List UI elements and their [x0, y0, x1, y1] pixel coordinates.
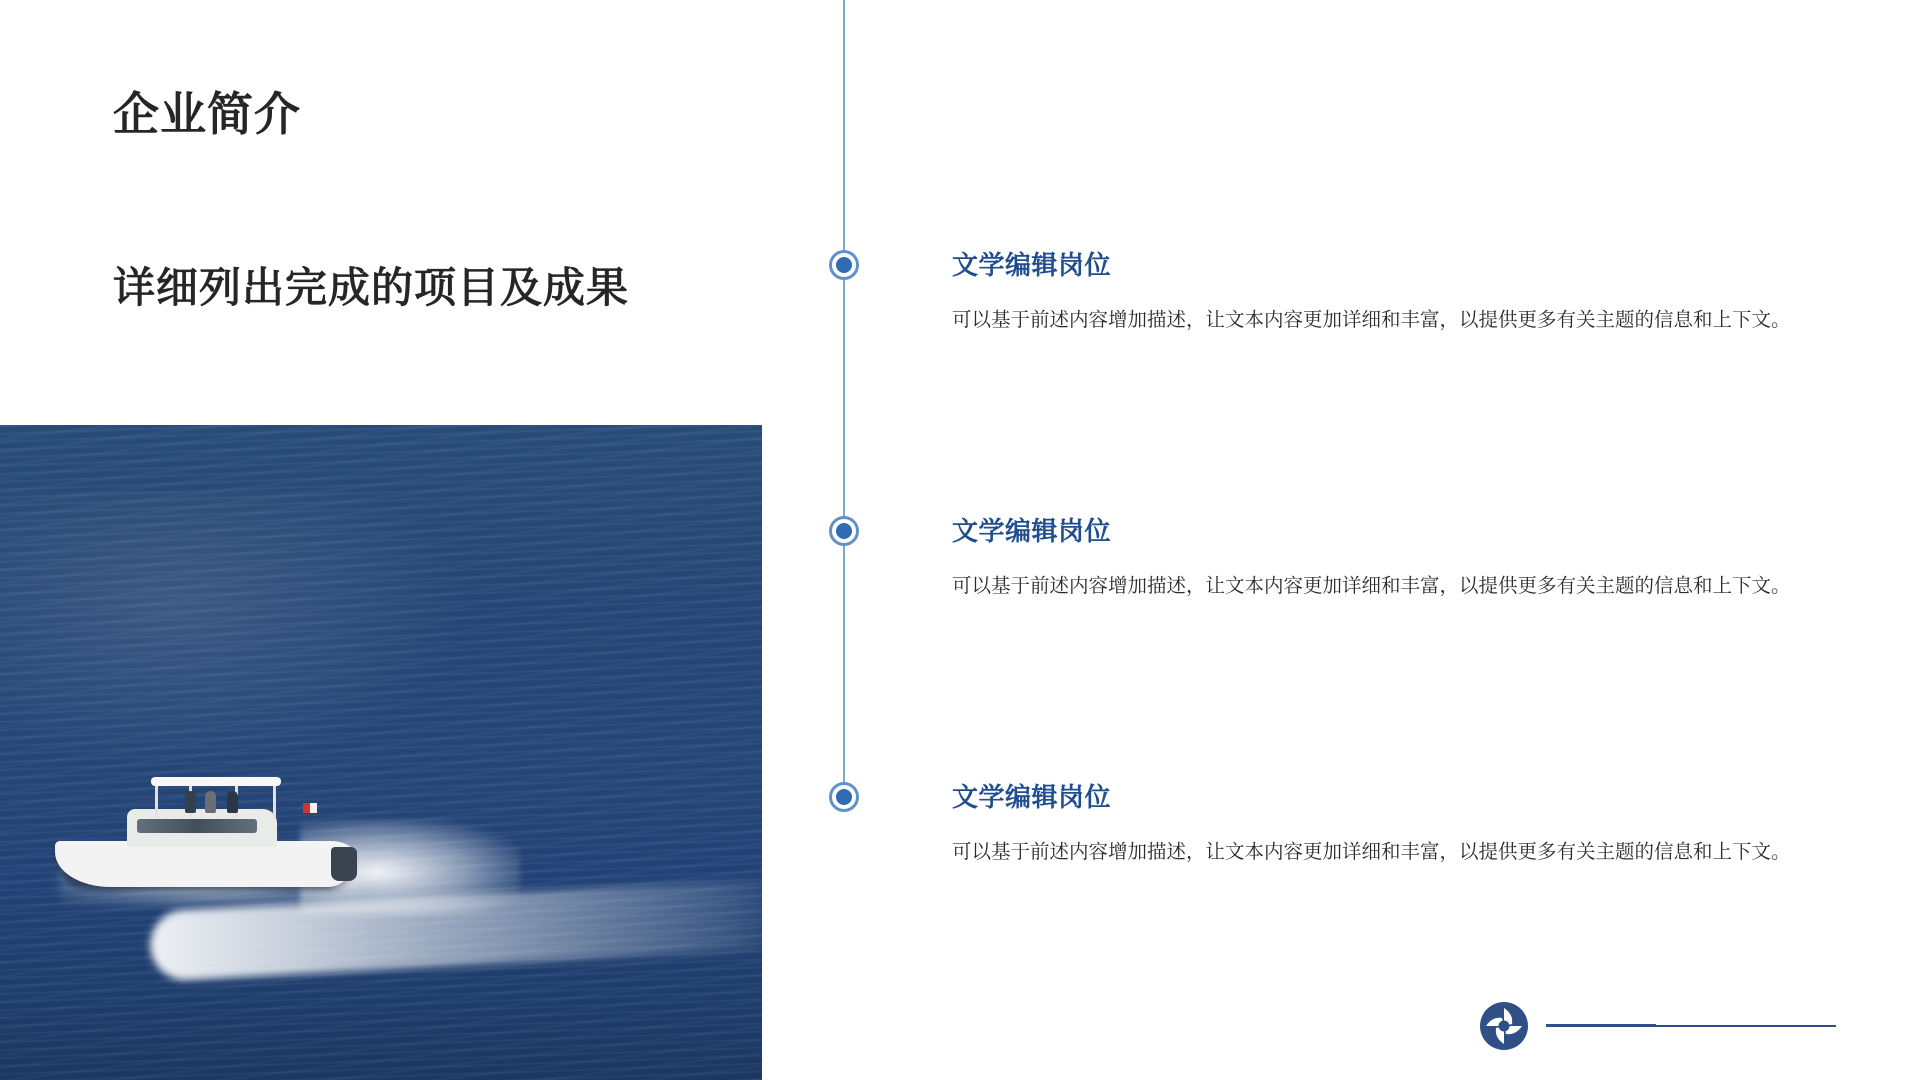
timeline-heading-2: 文学编辑岗位: [952, 516, 1112, 546]
boat-passengers: [183, 787, 253, 813]
speedboat: [55, 755, 385, 905]
passenger: [227, 791, 238, 813]
passenger: [185, 791, 196, 813]
footer-rule-thick: [1546, 1024, 1656, 1027]
aperture-icon: [1478, 1000, 1530, 1052]
timeline-body-3: 可以基于前述内容增加描述，让文本内容更加详细和丰富，以提供更多有关主题的信息和上下文。: [952, 841, 1791, 863]
footer-rule-thin: [1656, 1025, 1836, 1027]
boat-motor: [331, 847, 357, 881]
timeline-dot-2: [829, 516, 859, 546]
timeline-axis: [843, 0, 845, 795]
footer-logo-group: [1478, 1000, 1838, 1050]
timeline-heading-3: 文学编辑岗位: [952, 782, 1112, 812]
page-subtitle: 详细列出完成的项目及成果: [113, 264, 630, 311]
passenger: [205, 791, 216, 813]
boat-flag: [303, 803, 317, 813]
timeline-body-1: 可以基于前述内容增加描述，让文本内容更加详细和丰富，以提供更多有关主题的信息和上下文。: [952, 309, 1791, 331]
timeline-heading-1: 文学编辑岗位: [952, 250, 1112, 280]
boat-hull: [55, 841, 355, 887]
water-highlight: [0, 491, 495, 786]
ocean-boat-photo: [0, 425, 762, 1080]
left-column: [0, 0, 762, 1080]
timeline-dot-1: [829, 250, 859, 280]
timeline-dot-3: [829, 782, 859, 812]
canopy-post: [155, 783, 158, 817]
boat-windows: [137, 819, 257, 833]
timeline-body-2: 可以基于前述内容增加描述，让文本内容更加详细和丰富，以提供更多有关主题的信息和上下文。: [952, 575, 1791, 597]
boat-canopy: [151, 777, 281, 786]
canopy-post: [273, 783, 276, 817]
page-title: 企业简介: [113, 88, 301, 140]
